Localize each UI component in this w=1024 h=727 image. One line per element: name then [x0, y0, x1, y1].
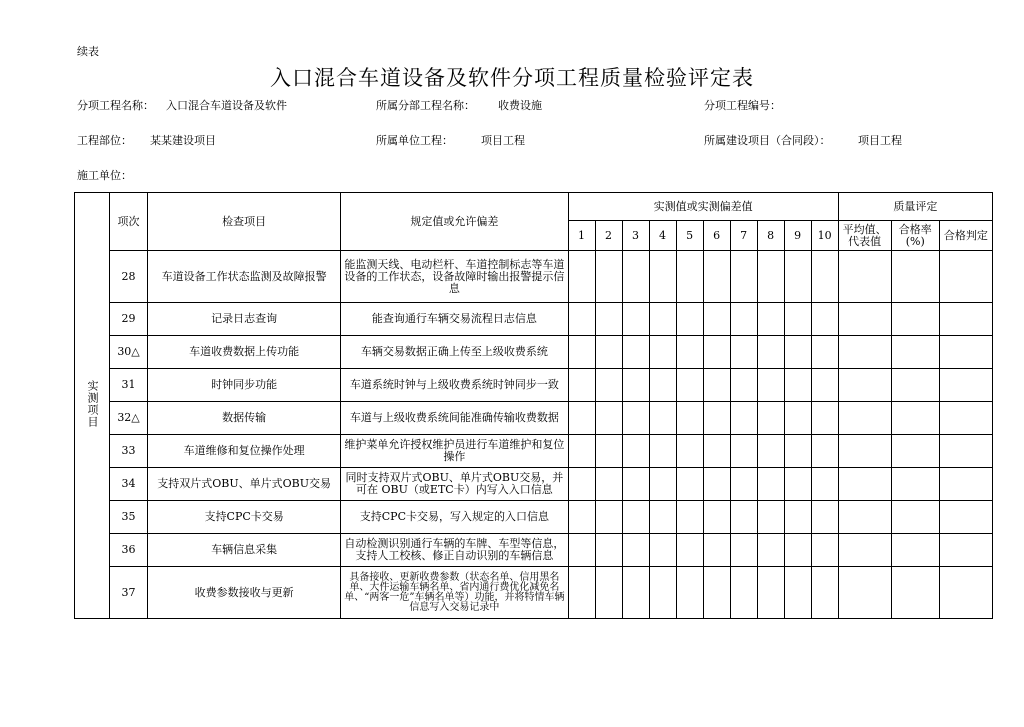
table-row — [75, 303, 993, 336]
row-item: 收费参数接收与更新 — [148, 567, 341, 619]
header-pass-rate: 合格率(%) — [891, 221, 939, 251]
row-spec: 具备接收、更新收费参数（状态名单、信用黑名单、大件运输车辆名单、省内通行费优化减免名单、“两客一危”车辆名单等）功能，并将特情车辆信息写入交易记录中 — [341, 567, 568, 619]
row-item: 时钟同步功能 — [148, 369, 341, 402]
row-spec: 维护菜单允许授权维护员进行车道维护和复位操作 — [341, 435, 568, 468]
row-spec: 车道系统时钟与上级收费系统时钟同步一致 — [341, 369, 568, 402]
header-measured: 实测值或实测偏差值 — [568, 193, 838, 221]
row-item: 记录日志查询 — [148, 303, 341, 336]
site-label: 工程部位： — [77, 134, 132, 147]
header-col-10: 10 — [811, 221, 838, 251]
site-value: 某某建设项目 — [150, 134, 216, 147]
inspection-table — [74, 192, 993, 619]
header-col-1: 1 — [568, 221, 595, 251]
row-no: 36 — [110, 534, 148, 567]
row-spec: 能查询通行车辆交易流程日志信息 — [341, 303, 568, 336]
row-item: 数据传输 — [148, 402, 341, 435]
row-no: 31 — [110, 369, 148, 402]
unit-project-value: 项目工程 — [481, 134, 525, 147]
header-pass-judge: 合格判定 — [939, 221, 992, 251]
row-no: 33 — [110, 435, 148, 468]
row-item: 支持双片式OBU、单片式OBU交易 — [148, 468, 341, 501]
row-no: 28 — [110, 251, 148, 303]
row-spec: 自动检测识别通行车辆的车牌、车型等信息，支持人工校核、修正自动识别的车辆信息 — [341, 534, 568, 567]
header-col-3: 3 — [622, 221, 649, 251]
row-item: 车道维修和复位操作处理 — [148, 435, 341, 468]
header-item-no: 项次 — [110, 193, 148, 251]
contractor-label: 施工单位： — [77, 169, 132, 182]
header-check-item: 检查项目 — [148, 193, 341, 251]
table-row — [75, 567, 993, 619]
header-col-4: 4 — [649, 221, 676, 251]
table-row — [75, 468, 993, 501]
header-avg: 平均值、代表值 — [838, 221, 891, 251]
page-title: 入口混合车道设备及软件分项工程质量检验评定表 — [270, 66, 754, 90]
table-row — [75, 402, 993, 435]
table-row — [75, 336, 993, 369]
row-no: 34 — [110, 468, 148, 501]
row-no: 35 — [110, 501, 148, 534]
header-quality: 质量评定 — [838, 193, 992, 221]
table-row — [75, 501, 993, 534]
row-item: 车道设备工作状态监测及故障报警 — [148, 251, 341, 303]
row-no: 32△ — [110, 402, 148, 435]
table-row — [75, 435, 993, 468]
parent-project-value: 收费设施 — [498, 99, 542, 112]
unit-project-label: 所属单位工程： — [376, 134, 453, 147]
row-spec: 能监测天线、电动栏杆、车道控制标志等车道设备的工作状态，设备故障时输出报警提示信息 — [341, 251, 568, 303]
table-row — [75, 369, 993, 402]
row-spec: 车辆交易数据正确上传至上级收费系统 — [341, 336, 568, 369]
row-spec: 支持CPC卡交易，写入规定的入口信息 — [341, 501, 568, 534]
row-no: 29 — [110, 303, 148, 336]
header-col-7: 7 — [730, 221, 757, 251]
header-col-2: 2 — [595, 221, 622, 251]
header-spec: 规定值或允许偏差 — [341, 193, 568, 251]
row-item: 车道收费数据上传功能 — [148, 336, 341, 369]
sub-project-no-label: 分项工程编号： — [704, 99, 781, 112]
construction-project-value: 项目工程 — [858, 134, 902, 147]
row-item: 支持CPC卡交易 — [148, 501, 341, 534]
header-col-6: 6 — [703, 221, 730, 251]
row-no: 30△ — [110, 336, 148, 369]
header-col-9: 9 — [784, 221, 811, 251]
parent-project-label: 所属分部工程名称： — [376, 99, 475, 112]
continued-label: 续表 — [77, 45, 99, 58]
row-spec: 同时支持双片式OBU、单片式OBU交易，并可在 OBU（或ETC卡）内写入入口信息 — [341, 468, 568, 501]
category-cell — [75, 193, 110, 619]
sub-project-name-value: 入口混合车道设备及软件 — [166, 99, 287, 112]
construction-project-label: 所属建设项目（合同段）： — [704, 134, 831, 147]
table-row — [75, 534, 993, 567]
header-col-8: 8 — [757, 221, 784, 251]
header-col-5: 5 — [676, 221, 703, 251]
sub-project-name-label: 分项工程名称： — [77, 99, 154, 112]
category-label: 实测项目 — [86, 380, 100, 428]
row-spec: 车道与上级收费系统间能准确传输收费数据 — [341, 402, 568, 435]
table-row — [75, 251, 993, 303]
row-no: 37 — [110, 567, 148, 619]
row-item: 车辆信息采集 — [148, 534, 341, 567]
